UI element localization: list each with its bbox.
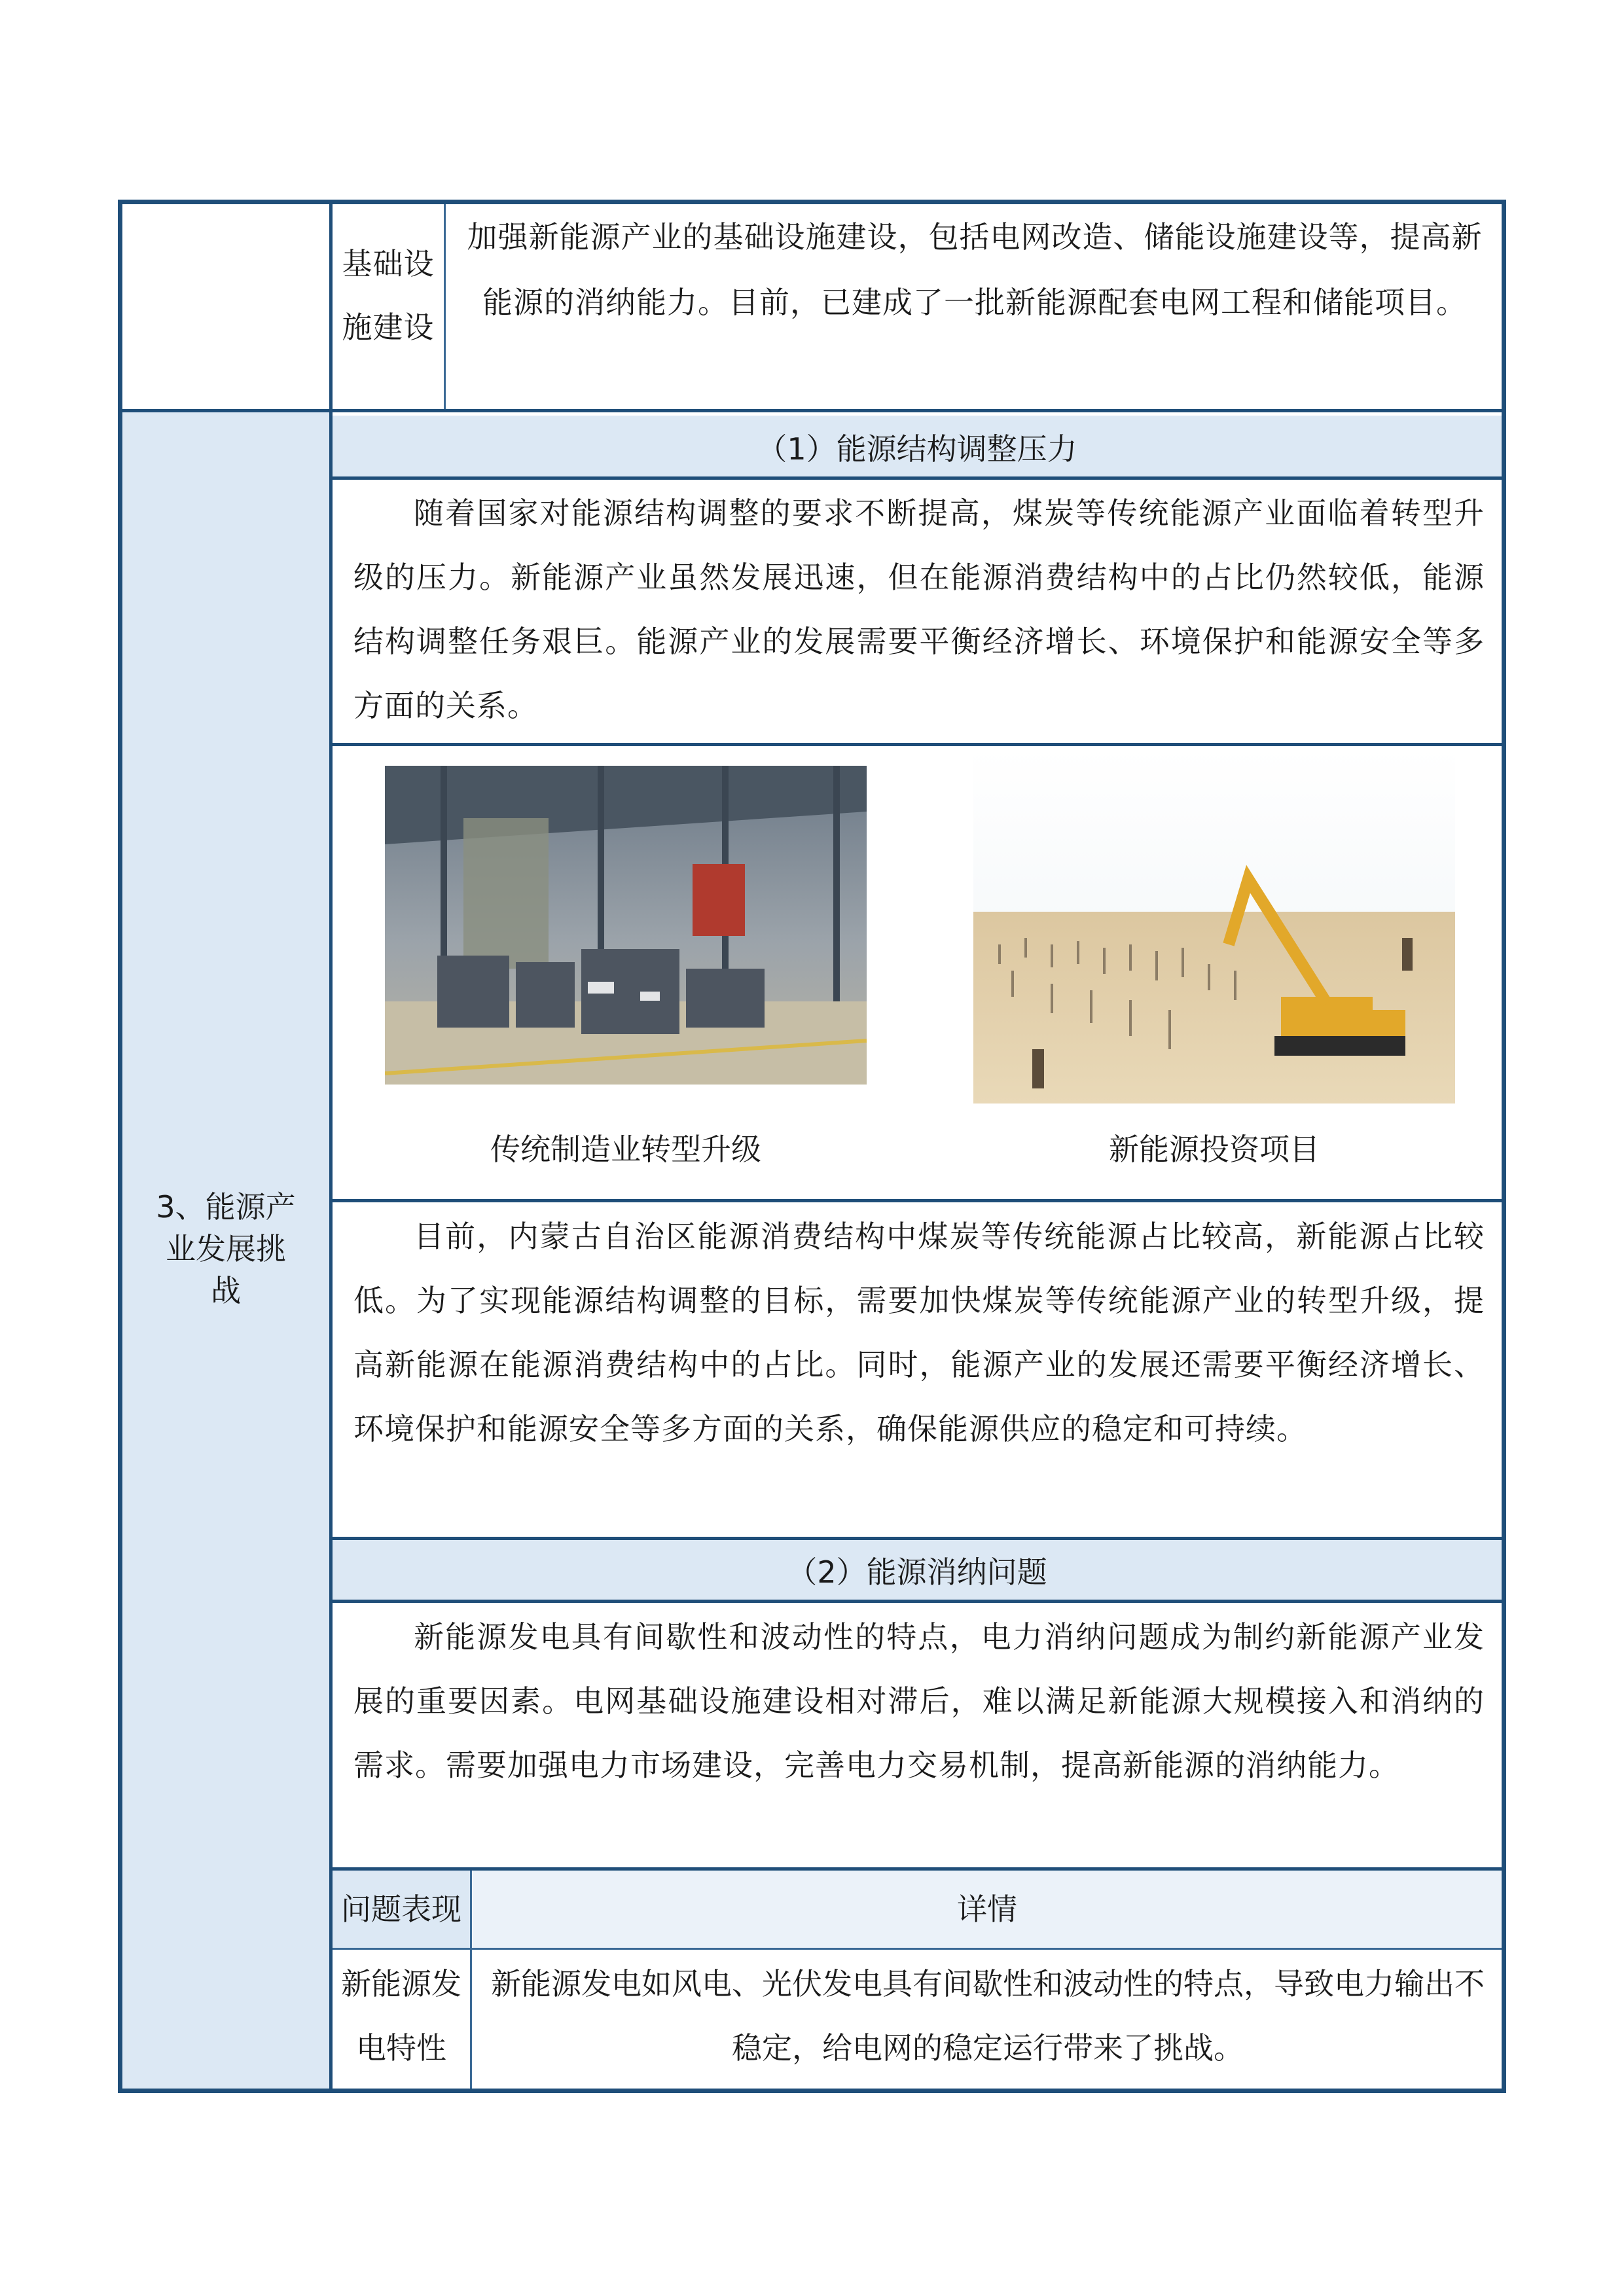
divider-photos <box>329 1199 1506 1202</box>
desert-photo-image <box>973 748 1455 1103</box>
divider-para1 <box>329 743 1506 746</box>
table-row1-text: 新能源发电如风电、光伏发电具有间歇性和波动性的特点，导致电力输出不稳定，给电网的稳定运行带来了挑战。 <box>491 1966 1485 2066</box>
section3-label-line1: 3、能源产 <box>156 1189 296 1225</box>
sub1-paragraph-2: 目前，内蒙古自治区能源消费结构中煤炭等传统能源占比较高，新能源占比较低。为了实现能源结构调整的目标，需要加快煤炭等传统能源产业的转型升级，提高新能源在能源消费结构中的占比。同时，能源产业的发展还需要平衡经济增长、环境保护和能源安全等多方面的关系，确保能源供应的稳定和可持续。 <box>353 1219 1485 1446</box>
factory-photo <box>385 766 867 1085</box>
table-col2-header: 详情 <box>957 1892 1017 1927</box>
infra-label <box>333 232 444 359</box>
desert-photo <box>973 748 1455 1103</box>
sub2-header-text: （2）能源消纳问题 <box>787 1554 1047 1590</box>
section3-label-line3: 战 <box>211 1273 241 1308</box>
factory-photo-image <box>385 766 867 1085</box>
infra-text <box>448 204 1502 335</box>
sub1-paragraph-1: 随着国家对能源结构调整的要求不断提高，煤炭等传统能源产业面临着转型升级的压力。新能源产业虽然发展迅速，但在能源消费结构中的占比仍然较低，能源结构调整任务艰巨。能源产业的发展需要平衡经济增长、环境保护和能源安全等多方面的关系。 <box>353 495 1485 723</box>
divider-table-header <box>333 1948 1502 1950</box>
sub2-paragraph: 新能源发电具有间歇性和波动性的特点，电力消纳问题成为制约新能源产业发展的重要因素。电网基础设施建设相对滞后，难以满足新能源大规模接入和消纳的需求。需要加强电力市场建设，完善电力交易机制，提高新能源的消纳能力。 <box>353 1619 1485 1783</box>
infra-text-content: 加强新能源产业的基础设施建设，包括电网改造、储能设施建设等，提高新能源的消纳能力。目前，已建成了一批新能源配套电网工程和储能项目。 <box>467 219 1483 320</box>
infra-label-line2: 施建设 <box>342 310 435 345</box>
divider-sub1-header <box>329 476 1506 480</box>
section3-label <box>122 1186 329 1312</box>
divider-infra-bottom <box>118 409 1506 412</box>
divider-para2 <box>329 1537 1506 1540</box>
section3-label-line2: 业发展挑 <box>166 1231 286 1266</box>
table-col1-header: 问题表现 <box>341 1892 461 1927</box>
divider-sub2-header <box>329 1600 1506 1603</box>
photo1-caption: 传统制造业转型升级 <box>490 1132 761 1167</box>
sub1-header-text: （1）能源结构调整压力 <box>757 431 1077 467</box>
photo2-caption: 新能源投资项目 <box>1109 1132 1320 1167</box>
infra-inner-divider <box>444 204 446 409</box>
infra-label-line1: 基础设 <box>342 246 435 281</box>
table-row1-label: 新能源发 电特性 <box>341 1966 461 2066</box>
table-inner-divider <box>470 1871 472 2089</box>
main-divider <box>329 200 333 2093</box>
